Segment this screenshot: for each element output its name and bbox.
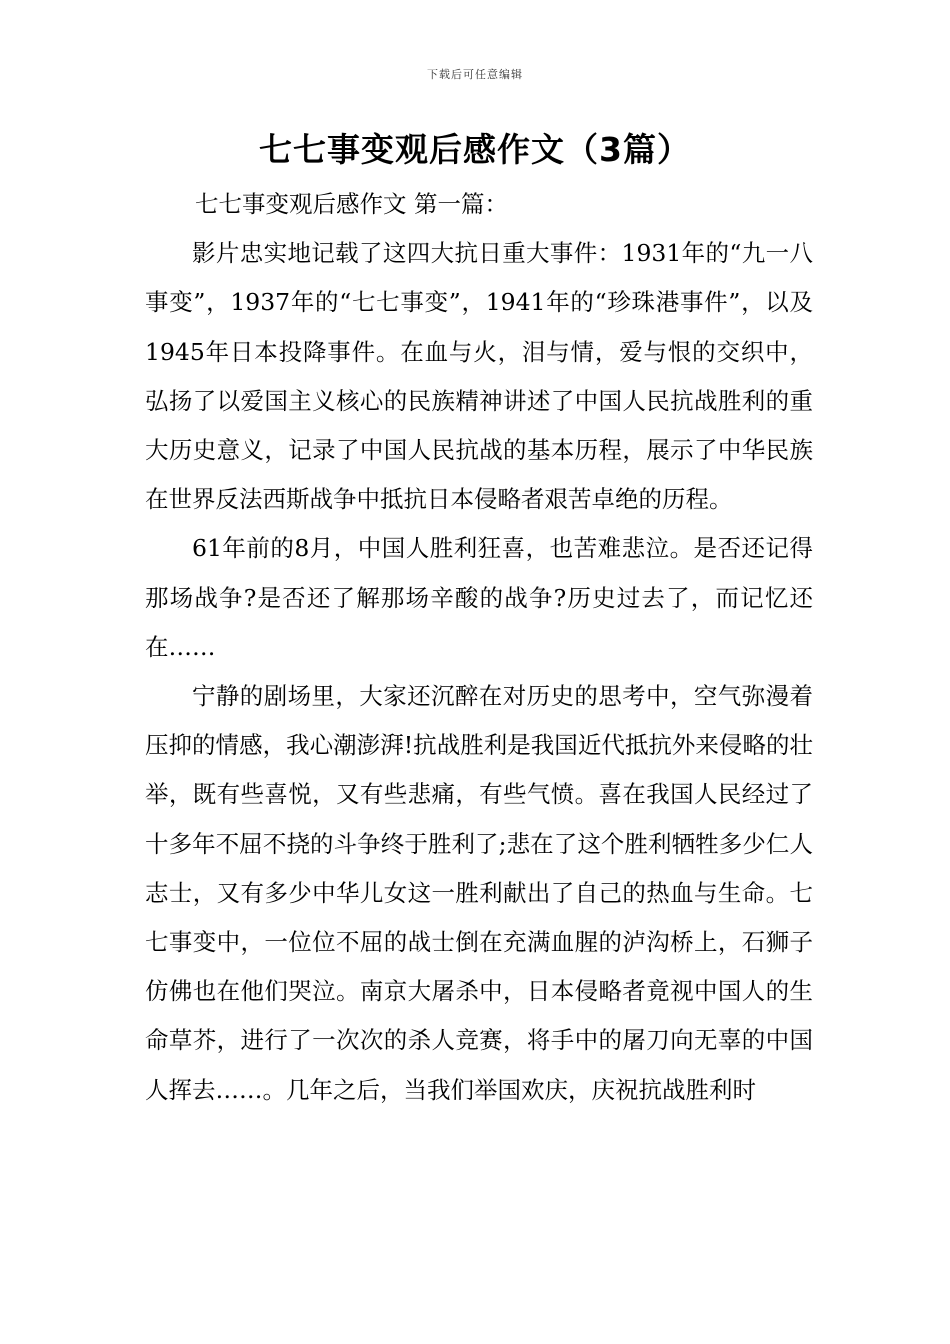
document-body [145,180,813,1115]
section-heading: 七七事变观后感作文 第一篇： [195,190,508,218]
paragraph: 61年前的8月，中国人胜利狂喜，也苦难悲泣。是否还记得那场战争?是否还了解那场辛酸的战争?历史过去了，而记忆还在…… [145,534,813,661]
paragraph: 影片忠实地记载了这四大抗日重大事件：1931年的“九一八事变”，1937年的“七七事变”，1941年的“珍珠港事件”，以及1945年日本投降事件。在血与火，泪与情，爱与恨的交织中，弘扬了以爱国主义核心的民族精神讲述了中国人民抗战胜利的重大历史意义，记录了中国人民抗战的基本历程，展示了中华民族在世界反法西斯战争中抵抗日本侵略者艰苦卓绝的历程。 [145,239,813,514]
document-title: 七七事变观后感作文（3篇） [259,130,691,169]
header-note: 下载后可任意编辑 [427,68,523,81]
paragraph: 宁静的剧场里，大家还沉醉在对历史的思考中，空气弥漫着压抑的情感，我心潮澎湃!抗战胜利是我国近代抵抗外来侵略的壮举，既有些喜悦，又有些悲痛，有些气愤。喜在我国人民经过了十多年不屈不挠的斗争终于胜利了;悲在了这个胜利牺牲多少仁人志士，又有多少中华儿女这一胜利献出了自己的热血与生命。七七事变中，一位位不屈的战士倒在充满血腥的泸沟桥上，石狮子仿佛也在他们哭泣。南京大屠杀中，日本侵略者竟视中国人的生命草芥，进行了一次次的杀人竞赛，将手中的屠刀向无辜的中国人挥去……。几年之后，当我们举国欢庆，庆祝抗战胜利时 [145,682,813,1104]
